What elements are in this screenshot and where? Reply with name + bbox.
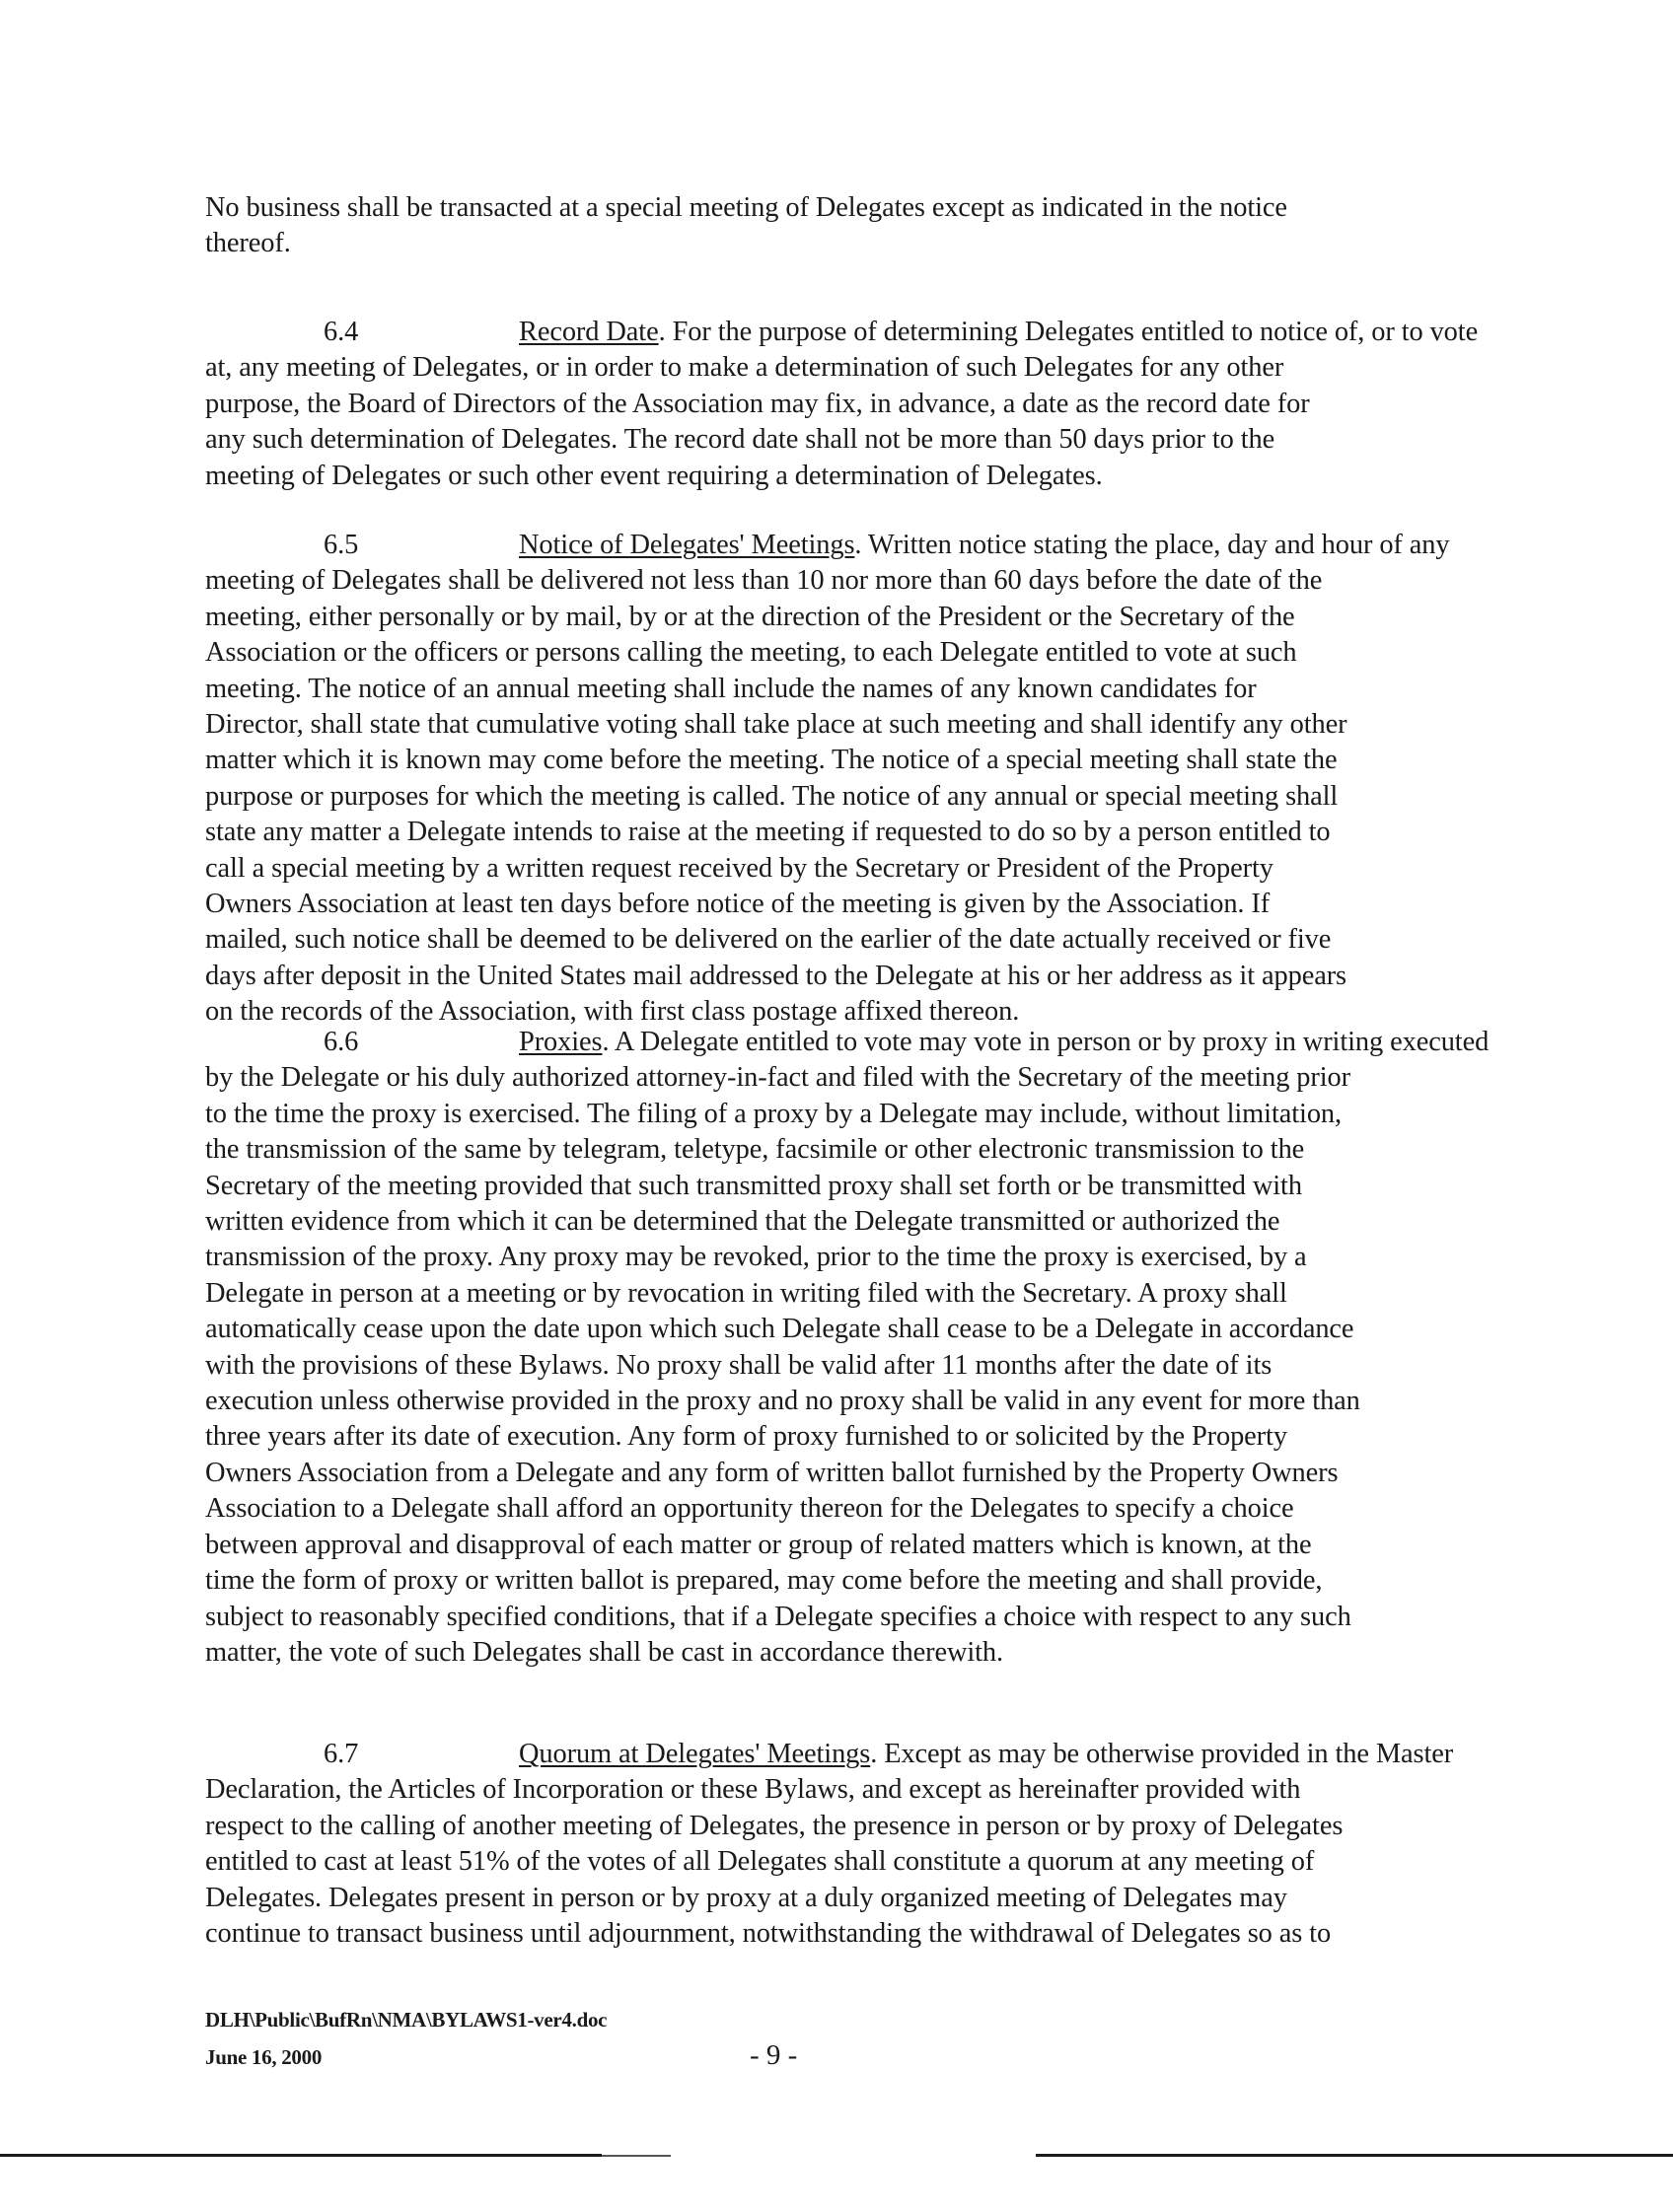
text-line: subject to reasonably specified conditions, that if a Delegate specifies a choice with respect to any such [205,1601,1351,1632]
section-6-4 [205,315,1488,494]
section-number: 6.6 [324,1027,359,1057]
text-line: purpose or purposes for which the meeting is called. The notice of any annual or special meeting shall [205,780,1339,812]
text-line: continue to transact business until adjournment, notwithstanding the withdrawal of Delegates so as to [205,1918,1332,1950]
text-line: matter which it is known may come before the meeting. The notice of a special meeting shall state the [205,745,1338,776]
footer-file-path: DLH\Public\BufRn\NMA\BYLAWS1-ver4.doc [205,2008,608,2032]
text-line: written evidence from which it can be determined that the Delegate transmitted or authorized the [205,1206,1280,1238]
section-number: 6.4 [324,317,359,347]
text-line: on the records of the Association, with first class postage affixed thereon. [205,996,1020,1028]
text-line: thereof. [205,228,291,259]
bottom-rule-fragment [602,2155,671,2157]
text-line: transmission of the proxy. Any proxy may be revoked, prior to the time the proxy is exercised, by a [205,1242,1307,1273]
bottom-rule [0,2154,602,2157]
text-line: meeting of Delegates shall be delivered not less than 10 nor more than 60 days before the date of the [205,565,1323,597]
text-line: at, any meeting of Delegates, or in order to make a determination of such Delegates for any other [205,352,1284,384]
text-line: with the provisions of these Bylaws. No proxy shall be valid after 11 months after the date of its [205,1349,1273,1381]
intro-paragraph [205,190,1488,262]
text-line: Owners Association from a Delegate and any form of written ballot furnished by the Property Owners [205,1457,1339,1488]
section-first-line [205,1737,1488,1772]
text-line: matter, the vote of such Delegates shall be cast in accordance therewith. [205,1636,1004,1668]
text-line: any such determination of Delegates. The record date shall not be more than 50 days prior to the [205,424,1275,456]
section-6-6 [205,1025,1488,1671]
text-line: call a special meeting by a written request received by the Secretary or President of the Property [205,852,1273,884]
text-line: three years after its date of execution. Any form of proxy furnished to or solicited by the Property [205,1421,1287,1453]
text-line: respect to the calling of another meeting of Delegates, the presence in person or by proxy of Delegates [205,1810,1344,1841]
text-line: time the form of proxy or written ballot is prepared, may come before the meeting and shall provide, [205,1565,1323,1597]
text-line: mailed, such notice shall be deemed to be delivered on the earlier of the date actually received or five [205,924,1332,956]
text-line: Secretary of the meeting provided that such transmitted proxy shall set forth or be transmitted with [205,1170,1302,1201]
section-first-line-text: . Written notice stating the place, day and hour of any [854,530,1450,560]
text-line: Delegates. Delegates present in person or by proxy at a duly organized meeting of Delegates may [205,1882,1287,1913]
text-line: Association or the officers or persons calling the meeting, to each Delegate entitled to vote at such [205,637,1297,669]
text-line: Association to a Delegate shall afford an opportunity thereon for the Delegates to specify a choice [205,1493,1294,1525]
section-first-line [205,315,1488,350]
section-first-line [205,528,1488,563]
text-line: purpose, the Board of Directors of the Association may fix, in advance, a date as the record date for [205,388,1310,419]
text-line: Owners Association at least ten days before notice of the meeting is given by the Association. If [205,889,1271,920]
section-first-line-text: . A Delegate entitled to vote may vote in person or by proxy in writing executed [602,1027,1490,1057]
section-first-line-text: . For the purpose of determining Delegates entitled to notice of, or to vote [658,317,1479,347]
footer-date: June 16, 2000 [205,2045,323,2069]
text-line: entitled to cast at least 51% of the votes of all Delegates shall constitute a quorum at any meeting of [205,1846,1315,1878]
text-line: Delegate in person at a meeting or by revocation in writing filed with the Secretary. A proxy shall [205,1277,1287,1309]
text-line: by the Delegate or his duly authorized attorney-in-fact and filed with the Secretary of the meeting prior [205,1062,1350,1094]
text-line: Director, shall state that cumulative voting shall take place at such meeting and shall identify any other [205,709,1347,741]
section-first-line-text: . Except as may be otherwise provided in the Master [870,1739,1454,1769]
section-6-5 [205,528,1488,1031]
text-line: between approval and disapproval of each matter or group of related matters which is known, at the [205,1529,1312,1560]
text-line: Declaration, the Articles of Incorporation or these Bylaws, and except as hereinafter provided with [205,1774,1301,1806]
text-line: to the time the proxy is exercised. The filing of a proxy by a Delegate may include, without limitation, [205,1098,1343,1129]
section-number: 6.7 [324,1739,359,1769]
text-line: No business shall be transacted at a special meeting of Delegates except as indicated in the notice [205,192,1287,223]
section-heading: Notice of Delegates' Meetings [519,530,855,560]
text-line: meeting. The notice of an annual meeting shall include the names of any known candidates for [205,673,1257,704]
text-line: meeting, either personally or by mail, by or at the direction of the President or the Secretary of the [205,601,1295,632]
text-line: days after deposit in the United States mail addressed to the Delegate at his or her address as it appears [205,960,1346,991]
page-number: - 9 - [750,2039,798,2071]
text-line: meeting of Delegates or such other event requiring a determination of Delegates. [205,460,1103,491]
text-line: state any matter a Delegate intends to raise at the meeting if requested to do so by a person entitled to [205,817,1331,848]
text-line: the transmission of the same by telegram, teletype, facsimile or other electronic transmission to the [205,1134,1305,1166]
section-number: 6.5 [324,530,359,560]
section-6-7 [205,1737,1488,1952]
section-heading: Quorum at Delegates' Meetings [519,1739,871,1769]
section-heading: Record Date [519,317,659,347]
text-line: automatically cease upon the date upon which such Delegate shall cease to be a Delegate in accordance [205,1314,1354,1345]
section-first-line [205,1025,1488,1060]
bottom-rule [1036,2154,1673,2157]
text-line: execution unless otherwise provided in the proxy and no proxy shall be valid in any event for more than [205,1386,1360,1417]
section-heading: Proxies [519,1027,603,1057]
